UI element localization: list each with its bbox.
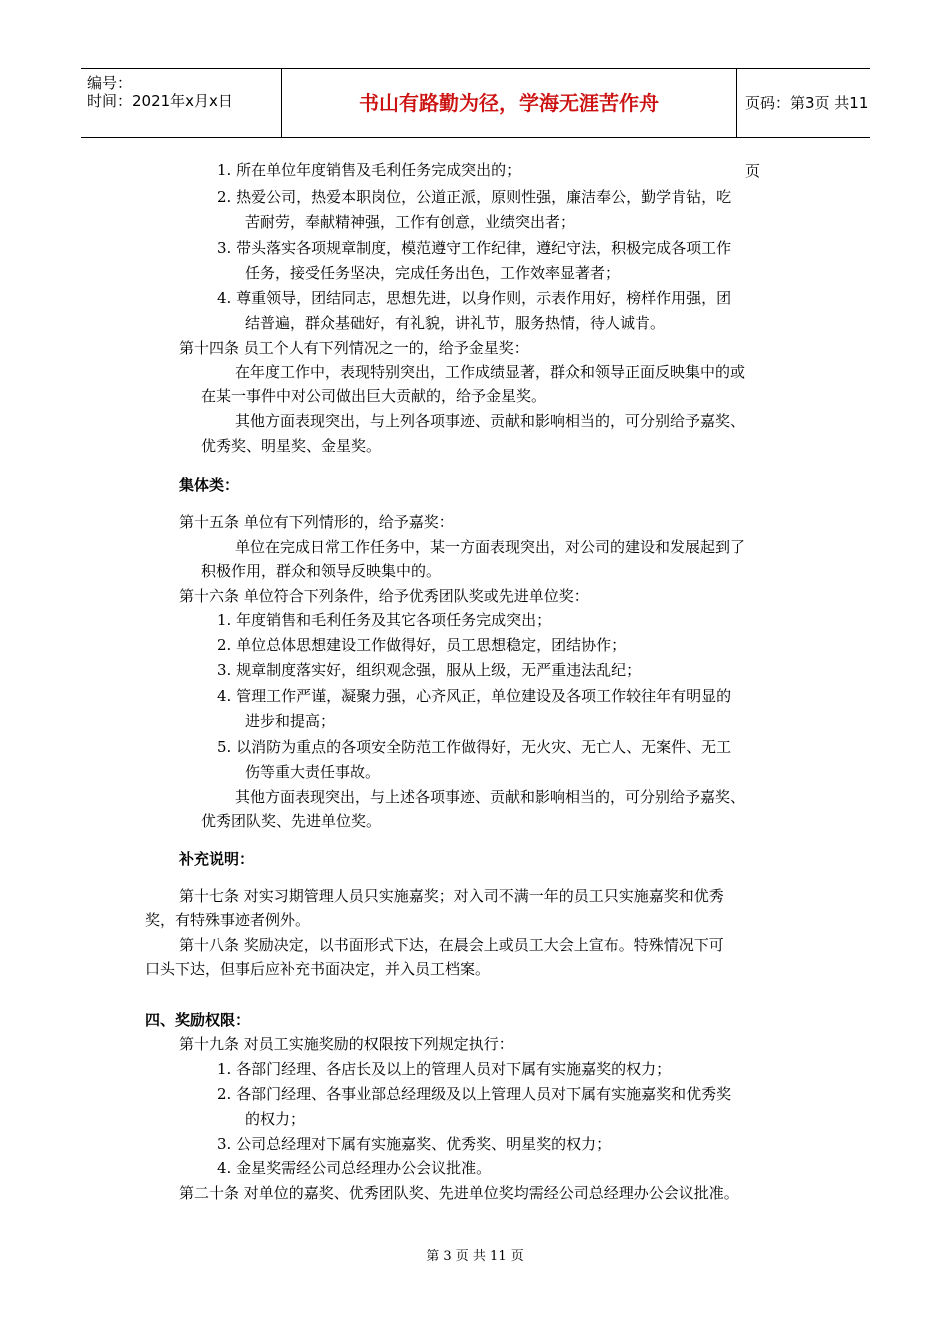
header-page-info: 页码：第3页 共11页 (745, 94, 869, 180)
text-line: 1. 年度销售和毛利任务及其它各项任务完成突出； (217, 611, 552, 629)
text-line: 单位在完成日常工作任务中，某一方面表现突出，对公司的建设和发展起到了 (235, 538, 746, 556)
text-line: 口头下达，但事后应补充书面决定，并入员工档案。 (145, 960, 491, 978)
text-line: 优秀奖、明星奖、金星奖。 (201, 437, 382, 455)
article-line: 第十五条 单位有下列情形的，给予嘉奖： (179, 513, 454, 531)
text-line: 在某一事件中对公司做出巨大贡献的，给予金星奖。 (201, 387, 547, 405)
article-line: 第二十条 对单位的嘉奖、优秀团队奖、先进单位奖均需经公司总经理办公会议批准。 (179, 1184, 739, 1202)
article-line: 第十六条 单位符合下列条件，给予优秀团队奖或先进单位奖： (179, 587, 589, 605)
text-line: 2. 热爱公司，热爱本职岗位，公道正派，原则性强，廉洁奉公，勤学肯钻，吃 (217, 188, 732, 206)
text-line: 4. 尊重领导，团结同志，思想先进，以身作则，示表作用好，榜样作用强，团 (217, 289, 732, 307)
text-line: 苦耐劳，奉献精神强，工作有创意，业绩突出者； (245, 213, 576, 231)
text-line: 2. 各部门经理、各事业部总经理级及以上管理人员对下属有实施嘉奖和优秀奖 (217, 1085, 732, 1103)
text-line: 的权力； (245, 1110, 306, 1128)
date-label: 时间：2021年x月x日 (87, 92, 233, 110)
header-motto: 书山有路勤为径，学海无涯苦作舟 (281, 69, 737, 137)
text-line: 4. 管理工作严谨，凝聚力强，心齐风正，单位建设及各项工作较往年有明显的 (217, 687, 732, 705)
text-line: 2. 单位总体思想建设工作做得好，员工思想稳定，团结协作； (217, 636, 627, 654)
text-line: 1. 所在单位年度销售及毛利任务完成突出的； (217, 161, 522, 179)
text-line: 伤等重大责任事故。 (245, 763, 381, 781)
text-line: 优秀团队奖、先进单位奖。 (201, 812, 382, 830)
text-line: 进步和提高； (245, 712, 336, 730)
section-heading-collective: 集体类： (179, 476, 240, 494)
text-line: 3. 规章制度落实好，组织观念强，服从上级，无严重违法乱纪； (217, 661, 642, 679)
text-line: 其他方面表现突出，与上述各项事迹、贡献和影响相当的，可分别给予嘉奖、 (235, 788, 746, 806)
article-line: 第十九条 对员工实施奖励的权限按下列规定执行： (179, 1035, 514, 1053)
section-heading-supplement: 补充说明： (179, 850, 255, 868)
code-label: 编号： (87, 74, 133, 92)
text-line: 1. 各部门经理、各店长及以上的管理人员对下属有实施嘉奖的权力； (217, 1060, 672, 1078)
text-line: 结普遍，群众基础好，有礼貌，讲礼节，服务热情，待人诚肯。 (245, 314, 666, 332)
text-line: 在年度工作中，表现特别突出，工作成绩显著，群众和领导正面反映集中的或 (235, 363, 746, 381)
article-line: 第十八条 奖励决定，以书面形式下达，在晨会上或员工大会上宣布。特殊情况下可 (179, 936, 724, 954)
text-line: 4. 金星奖需经公司总经理办公会议批准。 (217, 1159, 492, 1177)
text-line: 3. 公司总经理对下属有实施嘉奖、优秀奖、明星奖的权力； (217, 1135, 612, 1153)
article-line: 第十七条 对实习期管理人员只实施嘉奖；对入司不满一年的员工只实施嘉奖和优秀 (179, 887, 724, 905)
text-line: 其他方面表现突出，与上列各项事迹、贡献和影响相当的，可分别给予嘉奖、 (235, 412, 746, 430)
page-footer: 第 3 页 共 11 页 (426, 1249, 524, 1264)
text-line: 5. 以消防为重点的各项安全防范工作做得好，无火灾、无亡人、无案件、无工 (217, 738, 732, 756)
header-meta (81, 69, 281, 137)
text-line: 任务，接受任务坚决，完成任务出色，工作效率显著者； (245, 264, 621, 282)
section-heading-authority: 四、奖励权限： (145, 1011, 251, 1029)
text-line: 奖，有特殊事迹者例外。 (145, 911, 311, 929)
article-line: 第十四条 员工个人有下列情况之一的，给予金星奖： (179, 339, 529, 357)
text-line: 积极作用，群众和领导反映集中的。 (201, 562, 442, 580)
text-line: 3. 带头落实各项规章制度，模范遵守工作纪律，遵纪守法，积极完成各项工作 (217, 239, 732, 257)
